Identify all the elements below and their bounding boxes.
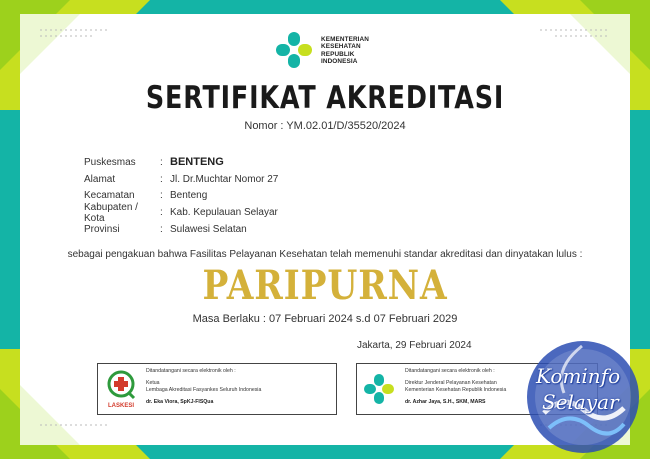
detail-value: Sulawesi Selatan — [170, 224, 247, 236]
detail-colon: : — [160, 207, 163, 219]
signature-text — [146, 368, 261, 406]
signer-name: dr. Azhar Jaya, S.H., SKM, MARS — [405, 399, 486, 406]
watermark-text-kominfo: Kominfo — [536, 364, 621, 388]
detail-label: Provinsi — [84, 224, 120, 236]
ministry-line: REPUBLIK — [321, 50, 355, 58]
laksesi-logo — [102, 368, 140, 410]
detail-colon: : — [160, 190, 163, 202]
ministry-line: INDONESIA — [321, 58, 358, 66]
detail-colon: : — [160, 224, 163, 236]
signer-role: Direktur Jenderal Pelayanan Kesehatan — [405, 380, 497, 387]
detail-row — [84, 221, 278, 238]
detail-value: Jl. Dr.Muchtar Nomor 27 — [170, 173, 279, 185]
signature-text — [405, 368, 506, 406]
certificate-title: SERTIFIKAT AKREDITASI — [145, 80, 505, 116]
detail-row — [84, 154, 278, 171]
validity-period: Masa Berlaku : 07 Februari 2024 s.d 07 Februari 2029 — [192, 313, 458, 325]
facility-details — [84, 154, 278, 238]
place-date: Jakarta, 29 Februari 2024 — [357, 340, 472, 351]
watermark-text-selayar: Selayar — [542, 390, 619, 414]
ministry-name — [321, 36, 369, 66]
signed-by: Ditandatangani secara elektronik oleh : — [146, 368, 236, 374]
detail-label: Kabupaten / Kota — [84, 201, 138, 224]
signer-organization: Lembaga Akreditasi Fasyankes Seluruh Indonesia — [146, 386, 262, 393]
detail-label: Kecamatan — [84, 190, 135, 202]
signer-name: dr. Eka Viora, SpKJ-FISQua — [146, 399, 214, 406]
detail-colon: : — [160, 173, 163, 185]
recognition-statement: sebagai pengakuan bahwa Fasilitas Pelayanan Kesehatan telah memenuhi standar akreditasi dan dinyatakan lulus : — [67, 249, 583, 260]
detail-value: Benteng — [170, 190, 208, 202]
detail-label: Puskesmas — [84, 156, 136, 168]
detail-colon: : — [160, 156, 163, 168]
ministry-line: KESEHATAN — [321, 43, 361, 51]
detail-label: Alamat — [84, 173, 116, 185]
accreditation-status: PARIPURNA — [202, 262, 448, 309]
signed-by: Ditandatangani secara elektronik oleh : — [405, 368, 495, 374]
certificate-number: Nomor : YM.02.01/D/35520/2024 — [244, 120, 406, 132]
signer-organization: Kementerian Kesehatan Republik Indonesia — [405, 386, 507, 393]
ministry-line: KEMENTERIAN — [321, 36, 369, 43]
detail-row — [84, 171, 278, 188]
signer-role: Ketua — [146, 380, 160, 387]
detail-value: BENTENG — [170, 156, 224, 169]
laksesi-logo-text: LASKESI — [107, 403, 135, 409]
detail-value: Kab. Kepulauan Selayar — [170, 207, 278, 219]
signature-box-laksesi — [97, 363, 337, 415]
detail-row — [84, 201, 278, 224]
kemenkes-logo-small — [361, 368, 399, 410]
